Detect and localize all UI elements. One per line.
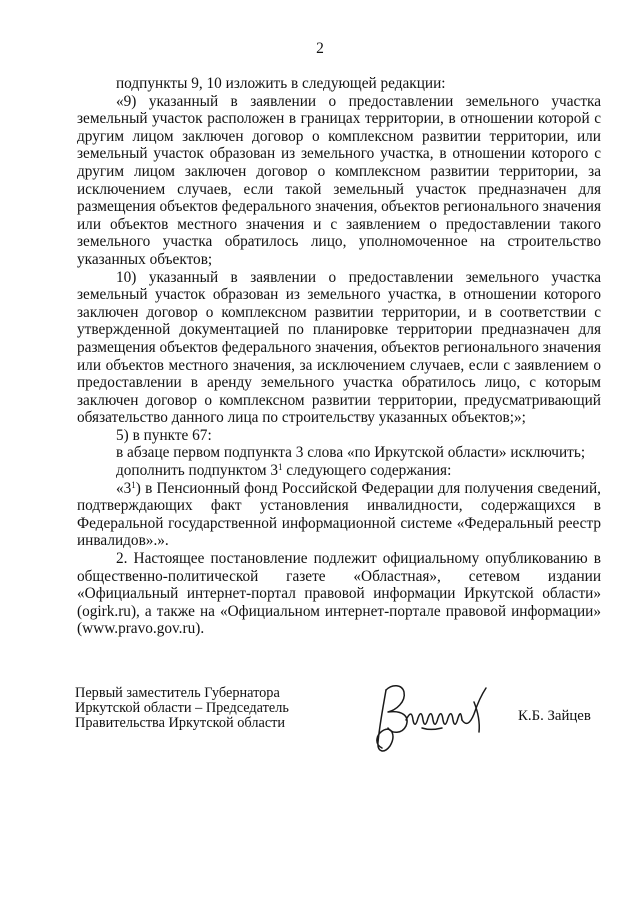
new-subpoint-text: ) в Пенсионный фонд Российской Федерации для получения сведений, подтверждающих факт установления инвалидности, содержащихся в Федеральной государственной информационной системе «Федеральный реестр инвалидов».». [77, 479, 601, 550]
paragraph: «9) указанный в заявлении о предоставлении земельного участка земельный участок расположен в границах территории, в отношении которой с другим лицом заключен договор о комплексном развитии территории, или земельный участок образован из земельного участка, в отношении которого с другим лицом заключен договор о комплексном развитии территории, за исключением случаев, если такой земельный участок предназначен для размещения объектов федерального значения, объектов регионального значения или объектов местного значения и с заявлением о предоставлении такого земельного участка обратилось лицо, уполномоченное на строительство указанных объектов; [77, 92, 602, 268]
signatory-title [75, 686, 289, 730]
superscript: 1 [277, 462, 283, 473]
document-body [77, 75, 601, 638]
new-subpoint-paragraph [77, 480, 601, 550]
add-subpoint-text: дополнить подпунктом 3 [116, 462, 278, 480]
signatory-title-line: Иркутской области – Председатель [75, 699, 289, 716]
new-subpoint-open: «3 [116, 479, 132, 497]
superscript: 1 [131, 479, 136, 490]
signatory-title-line: Правительства Иркутской области [75, 714, 286, 731]
signer-name: К.Б. Зайцев [518, 708, 591, 724]
paragraph: в абзаце первом подпункта 3 слова «по Иркутской области» исключить; [116, 444, 586, 462]
handwritten-signature [362, 672, 502, 764]
paragraph: подпункты 9, 10 изложить в следующей редакции: [116, 75, 446, 92]
add-subpoint-paragraph [77, 462, 601, 480]
page-number: 2 [316, 40, 324, 57]
signatory-title-line: Первый заместитель Губернатора [75, 685, 280, 701]
add-subpoint-text-end: следующего содержания: [282, 462, 452, 480]
paragraph: 10) указанный в заявлении о предоставлении земельного участка земельный участок образован из земельного участка, в отношении которого заключен договор о комплексном развитии территории, и в соответствии с утвержденной документацией по планировке территории предназначен для размещения объектов федерального значения, объектов регионального значения или объектов местного значения, за исключением случаев, если с заявлением о предоставлении в аренду земельного участка обратилось лицо, с которым заключен договор о комплексном развитии территории, предусматривающий обязательство данного лица по строительству указанных объектов;»; [77, 268, 602, 427]
paragraph: 5) в пункте 67: [116, 426, 212, 444]
closing-paragraph: 2. Настоящее постановление подлежит официальному опубликованию в общественно-политической газете «Областная», сетевом издании «Официальный интернет-портал правовой информации Иркутской области» (ogirk.ru), а также на «Официальном интернет-портале правовой информации» (www.pravo.gov.ru). [77, 550, 601, 638]
